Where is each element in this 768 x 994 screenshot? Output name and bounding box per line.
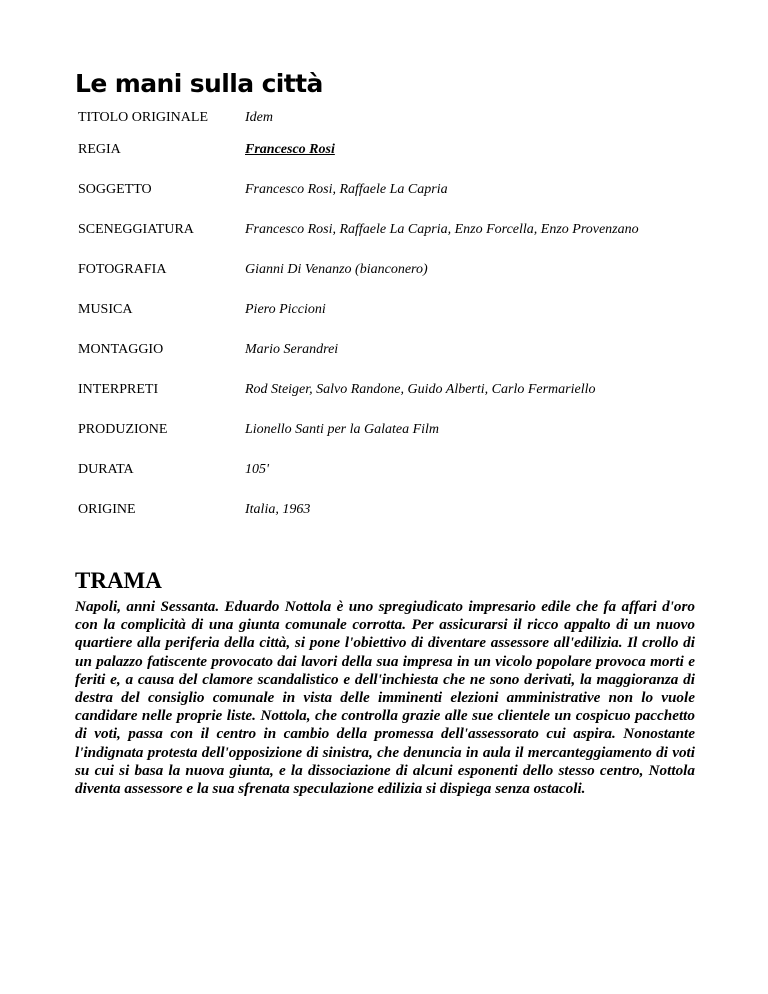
credit-label: INTERPRETI (78, 382, 159, 397)
credit-row-fotografia (78, 250, 718, 290)
credit-row-interpreti (78, 370, 718, 410)
credit-value: Idem (245, 110, 273, 125)
plot-text: Napoli, anni Sessanta. Eduardo Nottola è uno spregiudicato impresario edile che fa affari d'oro con la complicità di una giunta comunale corrotta. Per assicurarsi il ricco appalto di un nuovo quartiere alla periferia della città, si pone l'obiettivo di diventare assessore all'edilizia. Il crollo di un palazzo fatiscente provocato dai lavori della sua impresa in un vicolo popolare provoca morti e feriti e, a causa del clamore scandalistico e dell'inchiesta che ne sono derivati, la maggioranza di destra del consiglio comunale in vista delle imminenti elezioni amministrative non lo vuole candidare nelle proprie liste. Nottola, che controlla grazie alle sue clientele un cospicuo pacchetto di voti, passa con il centro in cambio della promessa dell'assessorato cui aspira. Nonostante l'indignata protesta dell'opposizione di sinistra, che denuncia in aula il mercanteggiamento di voti su cui si basa la nuova giunta, e la dissociazione di alcuni esponenti dello stesso centro, Nottola diventa assessore e la sua sfrenata speculazione edilizia si dispiega senza ostacoli. (75, 598, 695, 798)
credit-label: SCENEGGIATURA (78, 222, 194, 237)
credit-value: Rod Steiger, Salvo Randone, Guido Alberti, Carlo Fermariello (245, 382, 596, 397)
credit-label: MUSICA (78, 302, 133, 317)
credit-value: Lionello Santi per la Galatea Film (245, 422, 440, 437)
credit-label: ORIGINE (78, 502, 136, 517)
plot-heading: TRAMA (75, 568, 162, 593)
credit-row-produzione (78, 410, 718, 450)
credit-label: DURATA (78, 462, 134, 477)
credit-value: Francesco Rosi, Raffaele La Capria (245, 182, 448, 197)
credit-label: SOGGETTO (78, 182, 152, 197)
credit-value (245, 130, 718, 170)
credit-row-montaggio (78, 330, 718, 370)
page-title: Le mani sulla città (75, 69, 323, 98)
credit-value: Francesco Rosi, Raffaele La Capria, Enzo Forcella, Enzo Provenzano (245, 222, 639, 237)
credit-label: TITOLO ORIGINALE (78, 110, 208, 125)
director-link[interactable]: Francesco Rosi (245, 142, 335, 157)
credit-label: FOTOGRAFIA (78, 262, 167, 277)
credit-value: 105' (245, 462, 269, 477)
credit-row-soggetto (78, 170, 718, 210)
credit-row-origine (78, 490, 718, 530)
credit-label: REGIA (78, 142, 121, 157)
credit-row-sceneggiatura (78, 210, 718, 250)
credits-table (78, 106, 718, 530)
credit-value: Italia, 1963 (245, 502, 311, 517)
credit-value: Piero Piccioni (245, 302, 326, 317)
credit-row-regia (78, 130, 718, 170)
credit-row-durata (78, 450, 718, 490)
credit-row-musica (78, 290, 718, 330)
credit-value: Gianni Di Venanzo (bianconero) (245, 262, 428, 277)
credit-row-titolo-originale (78, 106, 718, 130)
credit-label: MONTAGGIO (78, 342, 164, 357)
credit-value: Mario Serandrei (245, 342, 339, 357)
credit-label: PRODUZIONE (78, 422, 168, 437)
